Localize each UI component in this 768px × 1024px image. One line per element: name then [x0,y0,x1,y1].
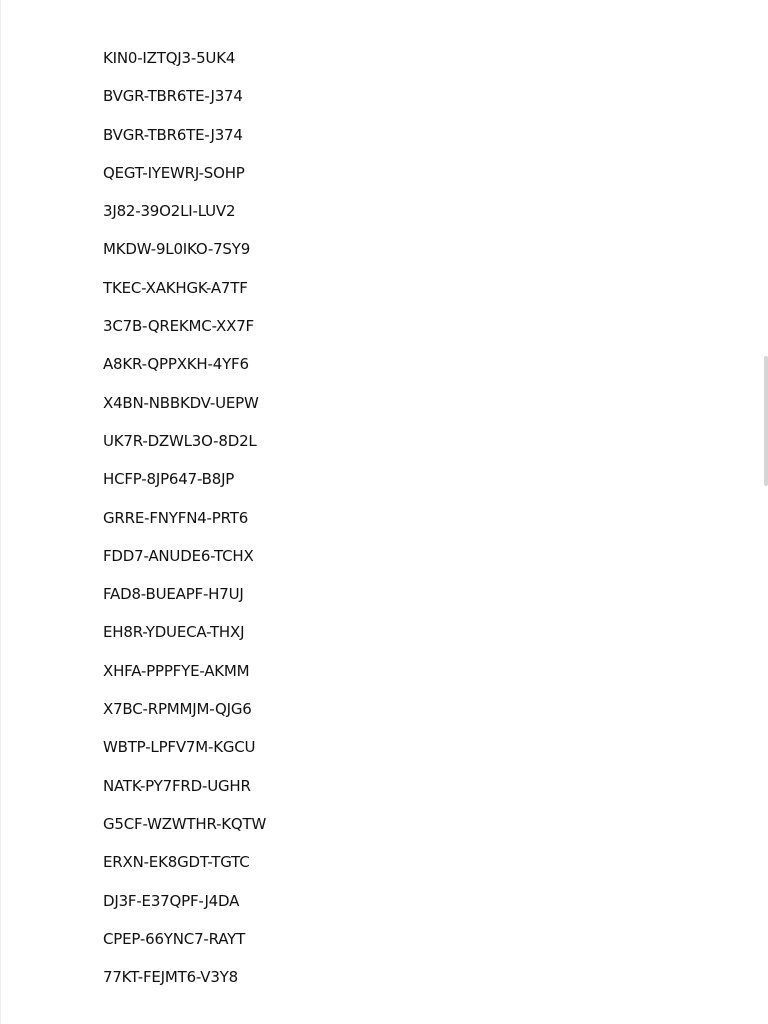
key-list-item: BVGR-TBR6TE-J374 [103,125,243,144]
key-list-item: A8KR-QPPXKH-4YF6 [103,355,249,374]
key-list-item: CPEP-66YNC7-RAYT [103,929,246,948]
key-list-item: FDD7-ANUDE6-TCHX [103,546,254,565]
page-left-edge [0,0,1,1024]
key-list-item: G5CF-WZWTHR-KQTW [103,814,267,833]
key-list-item: NATK-PY7FRD-UGHR [103,776,251,795]
key-list-item: XHFA-PPPFYE-AKMM [103,661,250,680]
key-list-item: X7BC-RPMMJM-QJG6 [103,700,252,719]
key-list-item: EH8R-YDUECA-THXJ [103,623,245,642]
key-list-item: 77KT-FEJMT6-V3Y8 [103,968,238,987]
key-list-item: MKDW-9L0IKO-7SY9 [103,240,251,259]
key-list [103,47,266,1004]
key-list-item: ERXN-EK8GDT-TGTC [103,853,250,872]
key-list-item: WBTP-LPFV7M-KGCU [103,738,256,757]
key-list-item: FAD8-BUEAPF-H7UJ [103,585,244,604]
key-list-item: QEGT-IYEWRJ-SOHP [103,163,245,182]
key-list-item: TKEC-XAKHGK-A7TF [103,278,248,297]
scrollbar-thumb[interactable] [764,356,768,486]
key-list-item: HCFP-8JP647-B8JP [103,470,235,489]
key-list-item: DJ3F-E37QPF-J4DA [103,891,240,910]
key-list-item: 3C7B-QREKMC-XX7F [103,317,254,336]
key-list-item: X4BN-NBBKDV-UEPW [103,393,259,412]
key-list-item: BVGR-TBR6TE-J374 [103,87,243,106]
key-list-item: UK7R-DZWL3O-8D2L [103,431,257,450]
key-list-item: GRRE-FNYFN4-PRT6 [103,508,249,527]
key-list-item: 3J82-39O2LI-LUV2 [103,202,236,221]
key-list-item: KIN0-IZTQJ3-5UK4 [103,49,236,67]
